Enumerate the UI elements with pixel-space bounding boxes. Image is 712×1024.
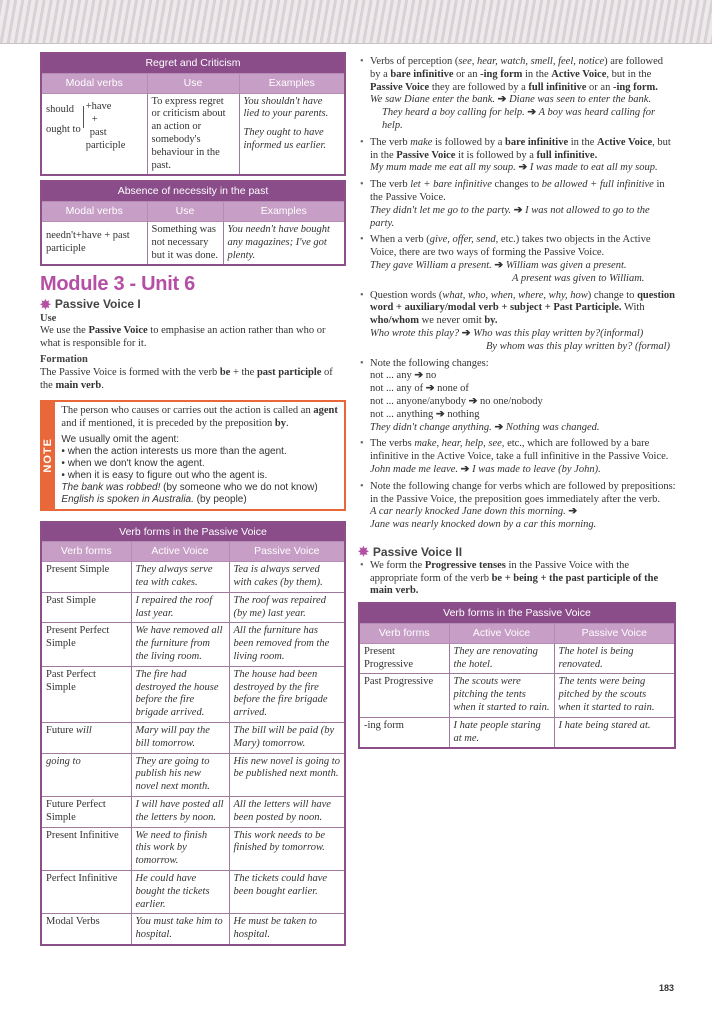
passive-voice-1-title: Passive Voice I	[54, 297, 141, 312]
absence-modal-cell: needn't+have + past participle	[41, 221, 147, 265]
table-row	[41, 827, 345, 870]
modal-should: should	[46, 103, 75, 115]
table-row	[41, 753, 345, 796]
header-banner	[0, 0, 712, 44]
verb-forms-header-passive: Passive Voice	[229, 542, 345, 562]
arrow-icon: ➔	[497, 94, 507, 106]
let-example: They didn't let me go to the party. ➔ I was not allowed to go to the party.	[370, 204, 650, 229]
perception-example-2: They heard a boy calling for help. ➔ A boy was heard calling for help.	[382, 107, 656, 131]
prepositions-example: A car nearly knocked Jane down this morning. ➔	[370, 506, 578, 518]
right-column	[358, 56, 676, 749]
make-verb-rule: • The verb make is followed by a bare infinitive in the Active Voice, but in the Passive Voice it is followed by a full infinitive. My mum made me eat all my soup. ➔ I was made to eat all my soup.	[358, 137, 676, 175]
two-objects-rule: • When a verb (give, offer, send, etc.) takes two objects in the Active Voice, there are two ways of forming the Passive Voice. They gave William a present. ➔ William was given a present. A present was given to William.	[358, 234, 676, 285]
absence-header-examples: Examples	[223, 202, 345, 222]
note-example-2: English is spoken in Australia. (by people)	[61, 493, 247, 505]
note-body	[55, 402, 344, 508]
star-icon: ✸	[358, 543, 369, 559]
let-verb-rule: • The verb let + bare infinitive changes to be allowed + full infinitive in the Passive Voice. They didn't let me go to the party. ➔ I was not allowed to go to the party.	[358, 179, 676, 230]
bare-infinitive-rule: • The verbs make, hear, help, see, etc., which are followed by a bare infinitive in the Active Voice, take a full infinitive in the Passive Voice. John made me leave. ➔ I was made to leave (by John).	[358, 438, 676, 476]
verb-forms-table-title: Verb forms in the Passive Voice	[41, 522, 345, 542]
arrow-icon: ➔	[527, 107, 537, 119]
table-row	[41, 870, 345, 913]
make-example: My mum made me eat all my soup. ➔ I was made to eat all my soup.	[370, 162, 658, 174]
arrow-icon: ➔	[461, 327, 471, 339]
arrow-icon: ➔	[425, 383, 435, 395]
verb-form-cell: Past Simple	[41, 592, 131, 623]
passive-voice-cell: The bill will be paid (by Mary) tomorrow.	[229, 722, 345, 753]
verb-form-cell: Past Progressive	[359, 674, 449, 717]
formation-heading: Formation	[40, 354, 88, 365]
arrow-icon: ➔	[414, 370, 424, 382]
passive-voice-cell: The tickets could have been bought earlier.	[229, 870, 345, 913]
note-omit-line: We usually omit the agent:	[61, 433, 180, 445]
use-heading: Use	[40, 312, 57, 324]
arrow-icon: ➔	[494, 259, 504, 271]
regret-examples-cell	[239, 93, 345, 175]
change-line: not ... any of ➔ none of	[370, 383, 469, 395]
perception-example-1: We saw Diane enter the bank. ➔ Diane was seen to enter the bank.	[370, 94, 652, 106]
active-voice-cell: They are renovating the hotel.	[449, 643, 554, 674]
note-bullet: • when the action interests us more than the agent.	[61, 446, 338, 458]
bare-infinitive-example: John made me leave. ➔ I was made to leave (by John).	[370, 463, 601, 475]
active-voice-cell: Mary will pay the bill tomorrow.	[131, 722, 229, 753]
passive-voice-cell: All the furniture has been removed from the living room.	[229, 623, 345, 666]
modal-ought-to: ought to	[46, 123, 81, 135]
table-row	[359, 674, 675, 717]
regret-table	[40, 52, 346, 176]
arrow-icon: ➔	[568, 506, 578, 518]
module-title: Module 3 - Unit 6	[40, 273, 195, 296]
arrow-icon: ➔	[435, 408, 445, 420]
question-example: Who wrote this play? ➔ Who was this play written by?(informal)	[370, 327, 644, 339]
passive-voice-cell: I hate being stared at.	[554, 717, 675, 748]
progressive-header-form: Verb forms	[359, 623, 449, 643]
passive-voice-cell: The house had been destroyed by the fire before the fire brigade arrived.	[229, 666, 345, 722]
verb-form-cell: Future will	[41, 722, 131, 753]
note-bullet: • when it is easy to figure out who the agent is.	[61, 470, 338, 482]
note-box	[40, 400, 346, 510]
active-voice-cell: You must take him to hospital.	[131, 914, 229, 945]
active-voice-cell: I hate people staring at me.	[449, 717, 554, 748]
passive-voice-cell: His new novel is going to be published next month.	[229, 753, 345, 796]
modal-past: past	[89, 126, 107, 138]
progressive-header-active: Active Voice	[449, 623, 554, 643]
table-row	[41, 722, 345, 753]
active-voice-cell: We have removed all the furniture from the living room.	[131, 623, 229, 666]
active-voice-cell: We need to finish this work by tomorrow.	[131, 827, 229, 870]
table-row	[41, 562, 345, 593]
active-voice-cell: The fire had destroyed the house before the fire brigade arrived.	[131, 666, 229, 722]
verb-forms-header-active: Active Voice	[131, 542, 229, 562]
modal-plus: +	[91, 113, 98, 125]
absence-header-use: Use	[147, 202, 223, 222]
progressive-rule: • We form the Progressive tenses in the Passive Voice with the appropriate form of the verb be + being + the past participle of the main verb.	[358, 560, 676, 598]
verb-form-cell: Present Perfect Simple	[41, 623, 131, 666]
arrow-icon: ➔	[460, 463, 470, 475]
arrow-icon: ➔	[468, 395, 478, 407]
absence-table	[40, 180, 346, 266]
star-icon: ✸	[40, 296, 51, 312]
regret-header-modal: Modal verbs	[41, 73, 147, 93]
active-voice-cell: I repaired the roof last year.	[131, 592, 229, 623]
active-voice-cell: The scouts were pitching the tents when it started to rain.	[449, 674, 554, 717]
verb-form-cell: going to	[41, 753, 131, 796]
table-row	[359, 717, 675, 748]
regret-table-title: Regret and Criticism	[41, 53, 345, 73]
two-objects-example: They gave William a present. ➔ William was given a present.	[370, 259, 627, 271]
use-text: We use the Passive Voice to emphasise an action rather than who or what is responsible for it.	[40, 325, 326, 350]
absence-use-cell: Something was not necessary but it was done.	[147, 221, 223, 265]
modal-participle: participle	[85, 139, 126, 151]
passive-voice-cell: This work needs to be finished by tomorrow.	[229, 827, 345, 870]
verb-form-cell: Present Simple	[41, 562, 131, 593]
verb-form-cell: Modal Verbs	[41, 914, 131, 945]
formation-text: The Passive Voice is formed with the verb be + the past participle of the main verb.	[40, 366, 333, 391]
verb-forms-table	[40, 521, 346, 946]
passive-voice-2-title: Passive Voice II	[372, 544, 463, 559]
change-line: not ... anything ➔ nothing	[370, 408, 480, 420]
progressive-header-passive: Passive Voice	[554, 623, 675, 643]
progressive-table	[358, 602, 676, 749]
active-voice-cell: They always serve tea with cakes.	[131, 562, 229, 593]
negative-changes-rule: • Note the following changes: not ... any ➔ no not ... any of ➔ none of not ... anyone/anybody ➔ no one/nobody not ... anything ➔ nothing They didn't change anything. ➔ Nothing was changed.	[358, 358, 676, 435]
verb-form-cell: Future Perfect Simple	[41, 796, 131, 827]
question-example-formal: By whom was this play written by? (formal)	[486, 340, 671, 352]
page-number: 183	[658, 983, 674, 993]
change-line: not ... anyone/anybody ➔ no one/nobody	[370, 395, 543, 407]
table-row	[41, 914, 345, 945]
regret-modal-cell	[41, 93, 147, 175]
table-row	[41, 666, 345, 722]
arrow-icon: ➔	[518, 162, 528, 174]
two-objects-example-alt: A present was given to William.	[512, 272, 645, 284]
regret-use-cell: To express regret or criticism about an action or somebody's behaviour in the past.	[147, 93, 239, 175]
verb-form-cell: Past Perfect Simple	[41, 666, 131, 722]
change-line: not ... any ➔ no	[370, 370, 437, 382]
active-voice-cell: I will have posted all the letters by noon.	[131, 796, 229, 827]
absence-example-cell: You needn't have bought any magazines; I've got plenty.	[223, 221, 345, 265]
table-row	[41, 796, 345, 827]
verb-form-cell: Present Infinitive	[41, 827, 131, 870]
passive-voice-cell: The tents were being pitched by the scouts when it started to rain.	[554, 674, 675, 717]
passive-voice-cell: He must be taken to hospital.	[229, 914, 345, 945]
active-voice-cell: He could have bought the tickets earlier.	[131, 870, 229, 913]
verb-forms-rows	[41, 562, 345, 945]
progressive-rows	[359, 643, 675, 748]
active-voice-cell: They are going to publish his new novel next month.	[131, 753, 229, 796]
note-tab: NOTE	[42, 402, 55, 508]
verb-form-cell: Perfect Infinitive	[41, 870, 131, 913]
question-words-rule: • Question words (what, who, when, where, why, how) change to question word + auxiliary/modal verb + subject + Past Participle. With who/whom we never omit by. Who wrote this play? ➔ Who was this play written by?(informal) By whom was this play written by? (formal)	[358, 290, 676, 354]
passive-voice-cell: The hotel is being renovated.	[554, 643, 675, 674]
prepositions-rule: • Note the following change for verbs which are followed by prepositions: in the Passive Voice, the preposition goes immediately after the verb. A car nearly knocked Jane down this morning. ➔ Jane was nearly knocked down by a car this morning.	[358, 481, 676, 532]
verb-forms-header-form: Verb forms	[41, 542, 131, 562]
modal-plus-have: +have	[85, 100, 112, 112]
arrow-icon: ➔	[513, 204, 523, 216]
passive-voice-2-heading	[358, 544, 676, 560]
passive-voice-cell: The roof was repaired (by me) last year.	[229, 592, 345, 623]
verb-form-cell: Present Progressive	[359, 643, 449, 674]
regret-example-1: You shouldn't have lied to your parents.	[243, 95, 329, 120]
table-row	[41, 592, 345, 623]
absence-header-modal: Modal verbs	[41, 202, 147, 222]
regret-example-2: They ought to have informed us earlier.	[243, 127, 327, 151]
absence-table-title: Absence of necessity in the past	[41, 181, 345, 201]
note-agent-text: The person who causes or carries out the action is called an agent and if mentioned, it is preceded by the preposition by.	[61, 405, 338, 429]
note-bullets	[61, 446, 338, 482]
change-example: They didn't change anything. ➔ Nothing was changed.	[370, 421, 600, 433]
regret-header-use: Use	[147, 73, 239, 93]
regret-header-examples: Examples	[239, 73, 345, 93]
note-example-1: The bank was robbed! (by someone who we do not know)	[61, 481, 318, 493]
arrow-icon: ➔	[494, 421, 504, 433]
prepositions-example-passive: Jane was nearly knocked down by a car this morning.	[370, 519, 597, 531]
table-row	[359, 643, 675, 674]
verb-form-cell: -ing form	[359, 717, 449, 748]
table-row	[41, 623, 345, 666]
progressive-table-title: Verb forms in the Passive Voice	[359, 603, 675, 623]
perception-verbs-rule: • Verbs of perception (see, hear, watch, smell, feel, notice) are followed by a bare infinitive or an -ing form in the Active Voice, but in the Passive Voice they are followed by a full infinitive or an -ing form. We saw Diane enter the bank. ➔ Diane was seen to enter the bank. They heard a boy calling for help. ➔ A boy was heard calling for help.	[358, 56, 676, 133]
passive-voice-cell: All the letters will have been posted by noon.	[229, 796, 345, 827]
left-column	[40, 52, 346, 946]
note-bullet: • when we don't know the agent.	[61, 458, 338, 470]
passive-voice-1-heading	[40, 297, 346, 313]
passive-voice-cell: Tea is always served with cakes (by them).	[229, 562, 345, 593]
